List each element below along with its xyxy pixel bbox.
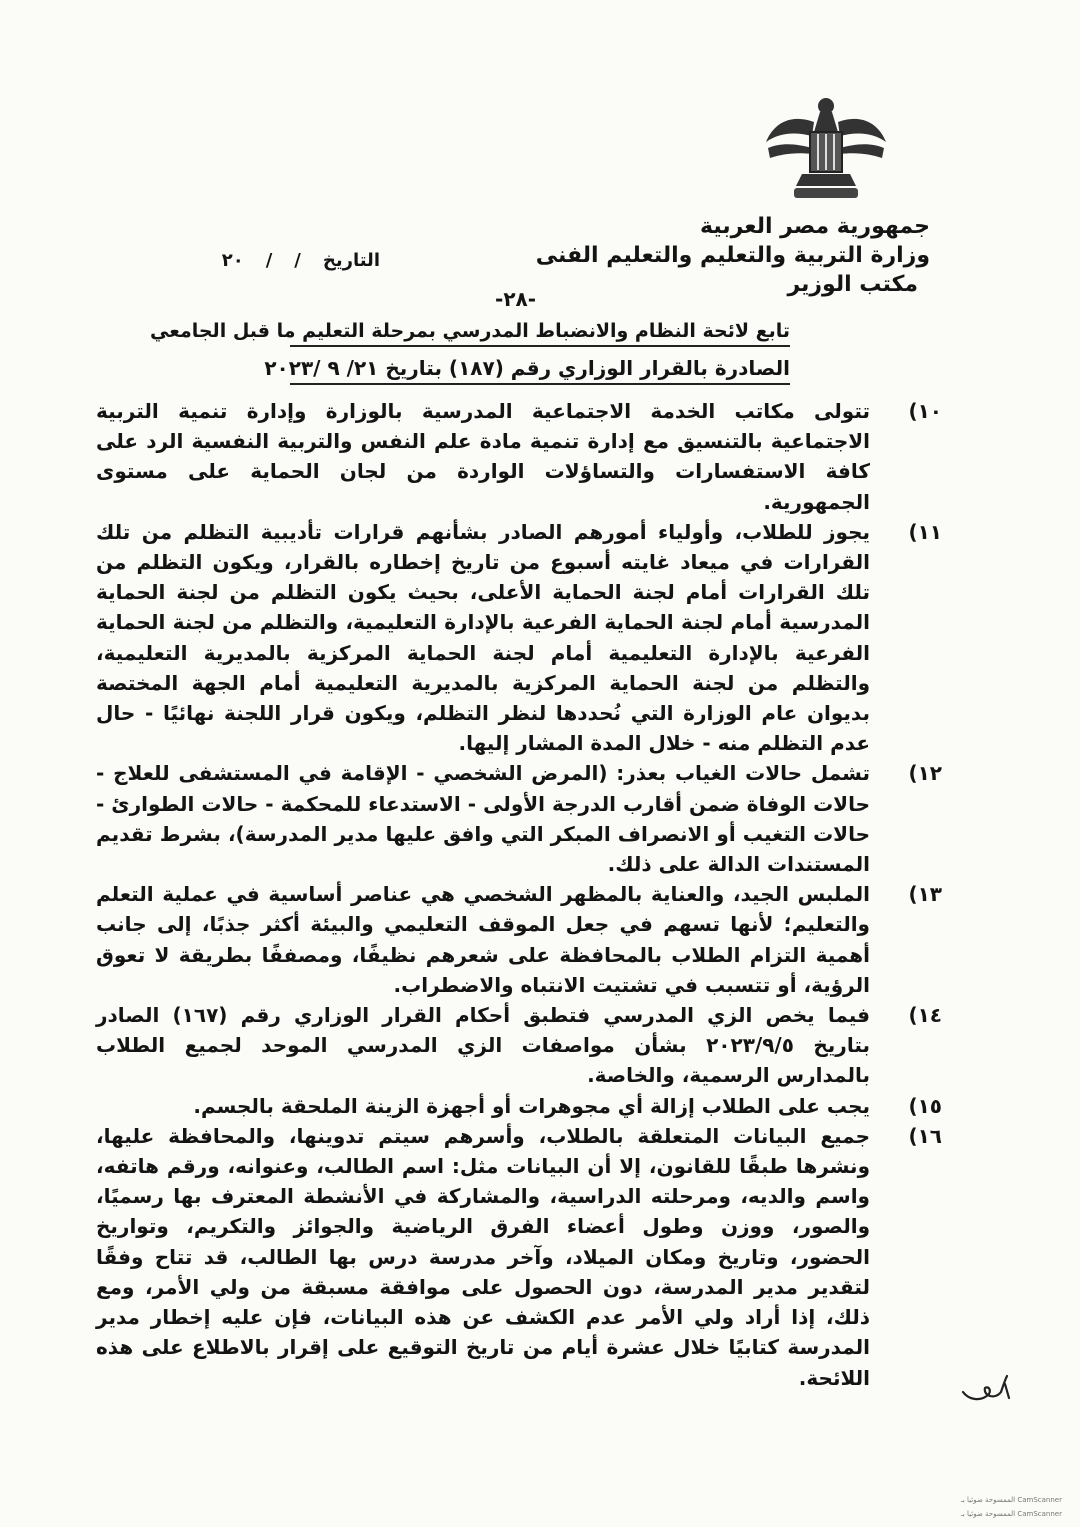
decree-subtitle: الصادرة بالقرار الوزاري رقم (١٨٧) بتاريخ ٢١/ ٩ /٢٠٢٣ bbox=[290, 356, 790, 385]
clause-item bbox=[96, 517, 942, 759]
clause-number: ١٤) bbox=[908, 1003, 942, 1028]
clause-text: يجوز للطلاب، وأولياء أمورهم الصادر بشأنهم قرارات تأديبية التظلم من تلك القرارات في ميعاد غايته أسبوع من تاريخ إخطاره بالقرار، ويكون التظلم من تلك القرارات أمام لجنة الحماية الأعلى، بحيث يكون التظلم من لجنة الحماية المدرسية أمام لجنة الحماية الفرعية بالإدارة التعليمية، والتظلم من لجنة الحماية الفرعية بالإدارة التعليمية أمام لجنة الحماية المركزية بالمديرية التعليمية، والتظلم من لجنة الحماية المركزية بالمديرية التعليمية أمام الجهة المختصة بديوان عام الوزارة التي نُحددها لنظر التظلم، ويكون قرار اللجنة نهائيًا - حال عدم التظلم منه - خلال المدة المشار إليها. bbox=[96, 519, 870, 756]
clause-number: ١٥) bbox=[908, 1093, 942, 1118]
clause-number: ١٠) bbox=[908, 399, 942, 423]
ministry-header bbox=[535, 212, 930, 299]
clause-text: جميع البيانات المتعلقة بالطلاب، وأسرهم سيتم تدوينها، والمحافظة عليها، ونشرها طبقًا للقانون، إلا أن البيانات مثل: اسم الطالب، وعنوانه، ورقم هاتفه، واسم والديه، ومرحلته الدراسية، والمشاركة في الأنشطة المعترف بها رسميًا، والصور، ووزن وطول أعضاء الفرق الرياضية والجوائز والتكريم، وتواريخ الحضور، وتاريخ ومكان الميلاد، وآخر مدرسة درس بها الطالب، قد تتاح وفقًا لتقدير مدير المدرسة، دون الحصول على موافقة مسبقة من ولي الأمر، ومع ذلك، إذا أراد ولي الأمر عدم الكشف عن هذه البيانات، فإن عليه إخطار مدير المدرسة كتابيًا خلال عشرة أيام من تاريخ التوقيع على إقرار بالاطلاع على هذه اللائحة. bbox=[96, 1123, 870, 1390]
clause-text: يجب على الطلاب إزالة أي مجوهرات أو أجهزة الزينة الملحقة بالجسم. bbox=[193, 1093, 870, 1118]
document-title: تابع لائحة النظام والانضباط المدرسي بمرحلة التعليم ما قبل الجامعي bbox=[290, 320, 790, 347]
scanner-watermark: CamScanner الممسوحة ضوئيا بـ bbox=[960, 1496, 1062, 1504]
ministry-line-ministry: وزارة التربية والتعليم والتعليم الفنى bbox=[535, 243, 930, 268]
date-separator: / bbox=[265, 250, 273, 271]
ministry-line-country: جمهورية مصر العربية bbox=[700, 214, 930, 239]
handwritten-signature-icon bbox=[955, 1370, 1015, 1410]
clause-text: الملبس الجيد، والعناية بالمظهر الشخصي هي عناصر أساسية في عملية التعلم والتعليم؛ لأنها تسهم في جعل الموقف التعليمي والبيئة أكثر جذبًا، إلى جانب أهمية التزام الطلاب بالمحافظة على شعرهم نظيفًا، ومصففًا بطريقة لا تعوق الرؤية، أو تتسبب في تشتيت الانتباه والاضطراب. bbox=[96, 882, 870, 997]
clause-text: تتولى مكاتب الخدمة الاجتماعية المدرسية بالوزارة وإدارة تنمية التربية الاجتماعية بالتنسيق مع إدارة تنمية مادة علم النفس والتربية النفسية الرد على كافة الاستفسارات والتساؤلات الواردة من لجان الحماية على مستوى الجمهورية. bbox=[96, 399, 870, 514]
eagle-emblem-icon bbox=[762, 92, 890, 204]
clauses-list bbox=[96, 396, 942, 1393]
clause-number: ١١) bbox=[908, 519, 942, 544]
page-number: -٢٨- bbox=[495, 287, 537, 311]
clause-item bbox=[96, 396, 942, 517]
date-separator: / bbox=[294, 250, 301, 271]
clause-number: ١٦) bbox=[908, 1123, 942, 1148]
date-field bbox=[150, 250, 380, 271]
clause-item bbox=[96, 758, 942, 879]
clause-text: تشمل حالات الغياب بعذر: (المرض الشخصي - الإقامة في المستشفى للعلاج - حالات الوفاة ضمن أقارب الدرجة الأولى - الاستدعاء للمحكمة - حالات الطوارئ - حالات التغيب أو الانصراف المبكر التي وافق عليها مدير المدرسة)، بشرط تقديم المستندات الدالة على ذلك. bbox=[96, 761, 870, 877]
clause-number: ١٢) bbox=[908, 761, 942, 786]
ministry-line-office: مكتب الوزير bbox=[787, 272, 918, 297]
scanner-watermark: CamScanner الممسوحة ضوئيا بـ bbox=[960, 1510, 1062, 1518]
clause-number: ١٣) bbox=[908, 882, 942, 907]
clause-item bbox=[96, 1121, 942, 1393]
date-year: ٢٠ bbox=[221, 250, 244, 271]
clause-item bbox=[96, 1091, 942, 1121]
clause-item bbox=[96, 879, 942, 1000]
clause-text: فيما يخص الزي المدرسي فتطبق أحكام القرار الوزاري رقم (١٦٧) الصادر بتاريخ ٢٠٢٣/٩/٥ بشأن مواصفات الزي المدرسي الموحد لجميع الطلاب بالمدارس الرسمية، والخاصة. bbox=[96, 1003, 870, 1088]
date-label: التاريخ bbox=[322, 250, 380, 271]
clause-item bbox=[96, 1000, 942, 1091]
